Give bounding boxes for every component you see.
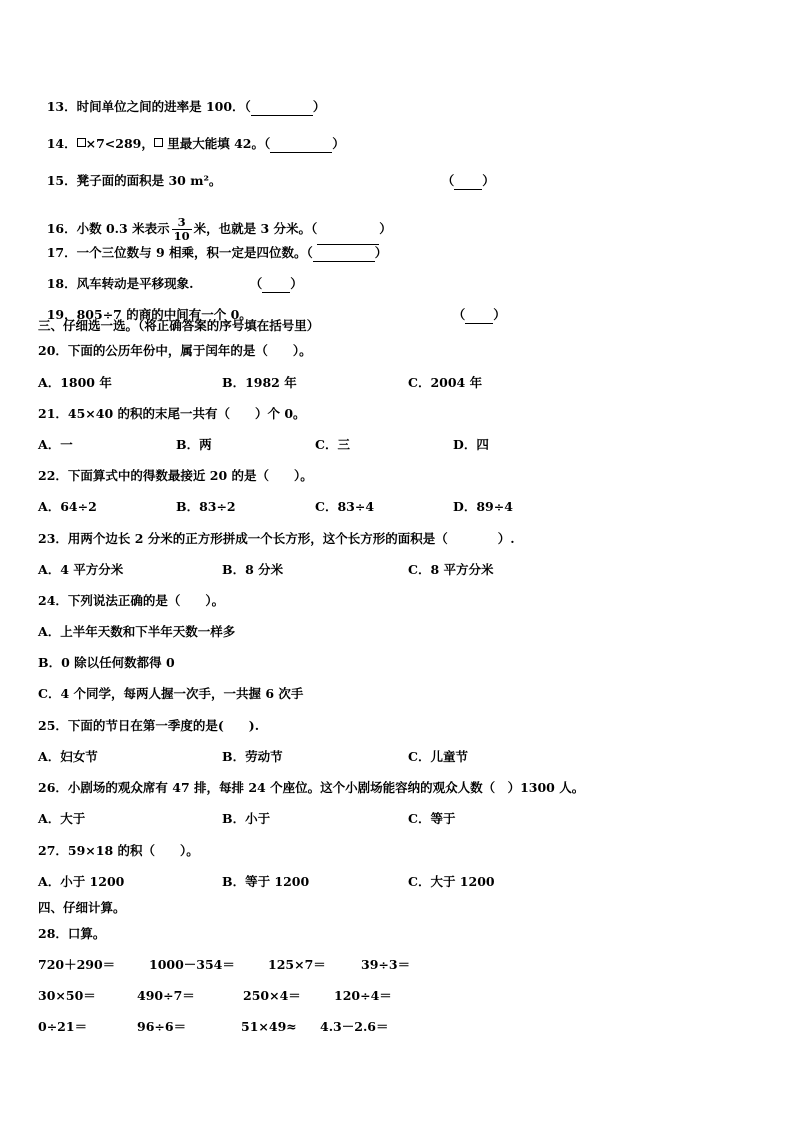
section-title: 四、仔细计算。 (38, 900, 126, 915)
calc-item: 30×50＝ (38, 988, 96, 1003)
option-a[interactable]: A．小于 1200 (38, 874, 125, 889)
answer-blank[interactable] (270, 136, 332, 153)
answer-blank[interactable] (262, 276, 290, 293)
option-a[interactable]: A．4 平方分米 (38, 562, 124, 577)
question-text: 13．时间单位之间的进率是 100．（ (46, 99, 251, 114)
calc-item: 1000－354＝ (149, 957, 235, 972)
option-a[interactable]: A．一 (38, 437, 73, 452)
question-14: 14． ×7<289， 里最大能填 42。（ ） (46, 136, 345, 151)
option-a[interactable]: A．大于 (38, 811, 86, 826)
question-18-answer: （ ） (249, 276, 303, 291)
calc-item: 39÷3＝ (361, 957, 411, 972)
question-17: 17．一个三位数与 9 相乘，积一定是四位数。（ ） (46, 245, 388, 260)
question-23-stem: 23．用两个边长 2 分米的正方形拼成一个长方形，这个长方形的面积是（ ）. (38, 531, 515, 546)
option-b[interactable]: B．两 (176, 437, 212, 452)
option-b[interactable]: B．小于 (222, 811, 271, 826)
question-15-answer: （ ） (441, 173, 495, 188)
option-c[interactable]: C．大于 1200 (408, 874, 495, 889)
calc-item: 120÷4＝ (334, 988, 392, 1003)
fraction: $\frac{3}{10}$ (173, 215, 190, 243)
calc-item: 250×4＝ (243, 988, 301, 1003)
question-25-stem: 25．下面的节日在第一季度的是( ). (38, 718, 260, 733)
question-19: 19．805÷7 的商的中间有一个 0。 (46, 307, 252, 322)
question-13: 13．时间单位之间的进率是 100．（ ） (46, 99, 326, 114)
option-b[interactable]: B．等于 1200 (222, 874, 310, 889)
option-c[interactable]: C．儿童节 (408, 749, 468, 764)
option-a[interactable]: A．妇女节 (38, 749, 98, 764)
question-24-stem: 24．下列说法正确的是（ ）。 (38, 593, 225, 608)
calc-item: 720＋290＝ (38, 957, 116, 972)
option-d[interactable]: D．四 (453, 437, 489, 452)
option-c[interactable]: C．等于 (408, 811, 456, 826)
answer-blank[interactable] (251, 99, 313, 116)
question-28-title: 28．口算。 (38, 926, 106, 941)
option-a[interactable]: A．1800 年 (38, 375, 112, 390)
calc-item: 4.3－2.6＝ (320, 1019, 389, 1034)
option-c[interactable]: C．三 (315, 437, 350, 452)
option-b[interactable]: B．1982 年 (222, 375, 297, 390)
calc-item: 0÷21＝ (38, 1019, 88, 1034)
option-a[interactable]: A．64÷2 (38, 499, 97, 514)
question-26-stem: 26．小剧场的观众席有 47 排，每排 24 个座位。这个小剧场能容纳的观众人数（ ）1300 人。 (38, 780, 585, 795)
question-15: 15．凳子面的面积是 30 m²。 (46, 173, 222, 188)
option-c[interactable]: C．83÷4 (315, 499, 375, 514)
calc-item: 96÷6＝ (137, 1019, 187, 1034)
option-d[interactable]: D．89÷4 (453, 499, 513, 514)
section-title: 三、仔细选一选。（将正确答案的序号填在括号里） (38, 318, 320, 333)
option-c[interactable]: C．2004 年 (408, 375, 483, 390)
option-b[interactable]: B．8 分米 (222, 562, 284, 577)
question-20-stem: 20．下面的公历年份中，属于闰年的是（ ）。 (38, 343, 312, 358)
calc-item: 125×7＝ (268, 957, 326, 972)
question-18: 18．风车转动是平移现象. (46, 276, 194, 291)
option-a[interactable]: A．上半年天数和下半年天数一样多 (38, 624, 236, 639)
option-b[interactable]: B．劳动节 (222, 749, 283, 764)
question-16: 16．小数 0.3 米表示 $\frac{3}{10}$ 米，也就是 3 分米。（ ） (46, 215, 392, 243)
box-icon (77, 138, 86, 147)
question-19-answer: （ ） (452, 307, 506, 322)
box-icon (154, 138, 163, 147)
answer-blank[interactable] (454, 173, 482, 190)
calc-item: 490÷7＝ (137, 988, 195, 1003)
option-b[interactable]: B．83÷2 (176, 499, 236, 514)
question-21-stem: 21．45×40 的积的末尾一共有（ ）个 0。 (38, 406, 306, 421)
answer-blank[interactable] (465, 307, 493, 324)
option-c[interactable]: C．8 平方分米 (408, 562, 494, 577)
question-27-stem: 27．59×18 的积（ ）。 (38, 843, 199, 858)
calc-item: 51×49≈ (241, 1019, 297, 1034)
answer-blank[interactable] (313, 245, 375, 262)
question-22-stem: 22．下面算式中的得数最接近 20 的是（ ）。 (38, 468, 313, 483)
option-b[interactable]: B．0 除以任何数都得 0 (38, 655, 175, 670)
option-c[interactable]: C．4 个同学，每两人握一次手，一共握 6 次手 (38, 686, 304, 701)
